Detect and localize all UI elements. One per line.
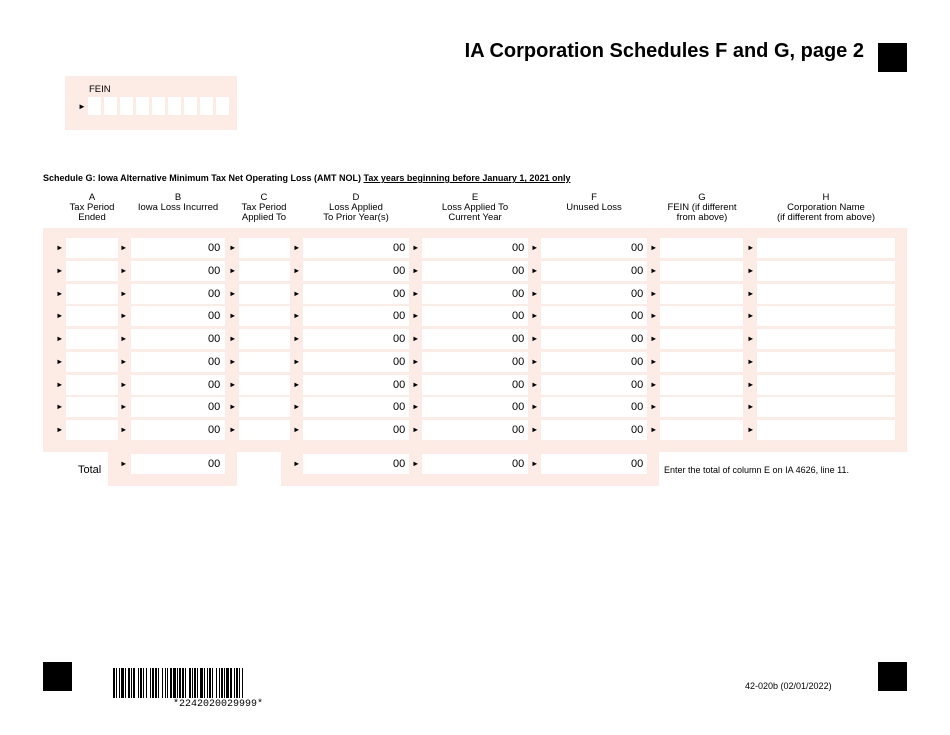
cents-label: 00 (512, 287, 525, 300)
cents-label: 00 (512, 310, 525, 323)
arrow-icon: ► (56, 402, 64, 412)
col-c-input[interactable] (239, 329, 290, 349)
column-letter: D (352, 192, 360, 203)
arrow-icon: ► (56, 334, 64, 343)
col-c-input[interactable] (239, 420, 290, 440)
cents-label: 00 (631, 333, 644, 345)
cents-label: 00 (393, 424, 406, 436)
arrow-icon: ► (120, 265, 128, 275)
col-g-input[interactable] (660, 375, 743, 395)
cents-label: 00 (208, 378, 221, 391)
arrow-icon: ► (412, 459, 420, 468)
col-g-input[interactable] (660, 420, 743, 440)
arrow-icon: ► (229, 379, 237, 389)
arrow-icon: ► (120, 334, 128, 343)
table-row (0, 261, 950, 281)
arrow-icon: ► (412, 402, 420, 412)
arrow-icon: ► (531, 379, 539, 389)
cents-label: 00 (208, 458, 221, 470)
column-label-line1: Tax Period (69, 202, 115, 213)
fein-digit-cell[interactable] (216, 97, 229, 115)
barcode-bar (243, 668, 246, 698)
column-label-line2: (if different from above) (776, 212, 876, 223)
cents-label: 00 (631, 355, 644, 368)
col-h-input[interactable] (757, 352, 895, 372)
arrow-icon: ► (120, 243, 128, 252)
total-label: Total (78, 464, 102, 476)
col-c-input[interactable] (239, 238, 290, 258)
column-label-line1: Tax Period (241, 202, 287, 213)
arrow-icon: ► (747, 356, 755, 366)
arrow-icon: ► (120, 356, 128, 366)
barcode (113, 668, 329, 698)
arrow-icon: ► (412, 379, 420, 389)
table-row (0, 306, 950, 326)
arrow-icon: ► (650, 265, 658, 275)
column-header-b (138, 193, 218, 213)
arrow-icon: ► (531, 265, 539, 275)
arrow-icon: ► (412, 356, 420, 366)
column-letter: H (822, 192, 830, 203)
arrow-icon: ► (747, 265, 755, 275)
col-g-input[interactable] (660, 238, 743, 258)
fein-input-cells (88, 97, 232, 115)
cents-label: 00 (208, 310, 221, 323)
col-g-input[interactable] (660, 306, 743, 326)
col-c-input[interactable] (239, 306, 290, 326)
col-c-input[interactable] (239, 375, 290, 395)
arrow-icon: ► (650, 334, 658, 343)
cents-label: 00 (208, 264, 221, 277)
arrow-icon: ► (229, 243, 237, 252)
table-row (0, 420, 950, 440)
col-g-input[interactable] (660, 261, 743, 281)
registration-mark-top-right (878, 43, 907, 72)
column-header-d (323, 193, 388, 223)
column-label-line2: Ended (78, 212, 106, 223)
arrow-icon: ► (412, 243, 420, 252)
table-row (0, 284, 950, 304)
arrow-icon: ► (650, 402, 658, 412)
total-note: Enter the total of column E on IA 4626, line 11. (664, 465, 849, 475)
arrow-icon: ► (56, 425, 64, 434)
arrow-icon: ► (412, 425, 420, 434)
cents-label: 00 (208, 401, 221, 414)
schedule-title-note: Tax years beginning before January 1, 2021 only (363, 173, 571, 183)
col-a-input[interactable] (66, 352, 118, 372)
cents-label: 00 (631, 287, 644, 300)
arrow-icon: ► (650, 356, 658, 366)
col-h-input[interactable] (757, 306, 895, 326)
arrow-icon: ► (531, 243, 539, 252)
fein-digit-cell[interactable] (136, 97, 149, 115)
column-label-line2: Iowa Loss Incurred (137, 202, 219, 213)
arrow-icon: ► (650, 243, 658, 252)
page-title: IA Corporation Schedules F and G, page 2 (464, 40, 864, 62)
arrow-icon: ► (56, 356, 64, 366)
cents-label: 00 (393, 458, 406, 470)
cents-label: 00 (512, 424, 525, 436)
arrow-icon: ► (56, 243, 64, 252)
cents-label: 00 (208, 333, 221, 345)
arrow-icon: ► (293, 425, 301, 434)
col-h-input[interactable] (757, 284, 895, 304)
fein-digit-cell[interactable] (152, 97, 165, 115)
arrow-icon: ► (531, 459, 539, 468)
cents-label: 00 (512, 333, 525, 345)
arrow-icon: ► (229, 334, 237, 343)
cents-label: 00 (393, 333, 406, 345)
arrow-icon: ► (229, 265, 237, 275)
col-g-input[interactable] (660, 284, 743, 304)
col-h-input[interactable] (757, 261, 895, 281)
arrow-icon: ► (293, 379, 301, 389)
arrow-icon: ► (120, 288, 128, 298)
col-a-input[interactable] (66, 420, 118, 440)
col-g-input[interactable] (660, 352, 743, 372)
arrow-icon: ► (747, 311, 755, 321)
cents-label: 00 (631, 310, 644, 323)
col-g-input[interactable] (660, 329, 743, 349)
fein-digit-cell[interactable] (184, 97, 197, 115)
fein-section (65, 76, 237, 130)
arrow-icon: ► (120, 379, 128, 389)
arrow-icon: ► (747, 425, 755, 434)
table-row (0, 238, 950, 258)
column-header-f (566, 193, 621, 213)
cents-label: 00 (631, 264, 644, 277)
arrow-icon: ► (229, 288, 237, 298)
col-a-input[interactable] (66, 306, 118, 326)
arrow-icon: ► (650, 425, 658, 434)
col-a-input[interactable] (66, 329, 118, 349)
arrow-icon: ► (293, 356, 301, 366)
arrow-icon: ► (531, 425, 539, 434)
col-c-input[interactable] (239, 352, 290, 372)
col-a-input[interactable] (66, 284, 118, 304)
cents-label: 00 (393, 287, 406, 300)
col-h-input[interactable] (757, 397, 895, 417)
column-label-line1: Corporation Name (787, 202, 865, 213)
column-label-line1: Loss Applied (329, 202, 383, 213)
arrow-icon: ► (293, 265, 301, 275)
arrow-icon: ► (650, 311, 658, 321)
column-label-line2: Unused Loss (566, 202, 622, 213)
column-header-c (242, 193, 287, 223)
column-header-a (70, 193, 115, 223)
arrow-icon: ► (412, 288, 420, 298)
arrow-icon: ► (120, 311, 128, 321)
arrow-icon: ► (412, 311, 420, 321)
registration-mark-bottom-right (878, 662, 907, 691)
fein-digit-cell[interactable] (200, 97, 213, 115)
col-h-input[interactable] (757, 375, 895, 395)
arrow-icon: ► (56, 311, 64, 321)
arrow-icon: ► (229, 425, 237, 434)
arrow-icon: ► (56, 265, 64, 275)
col-a-input[interactable] (66, 375, 118, 395)
column-letter: B (174, 192, 182, 203)
column-label-line2: Current Year (448, 212, 502, 223)
arrow-icon: ► (293, 243, 301, 252)
arrow-icon: ► (56, 288, 64, 298)
col-c-input[interactable] (239, 397, 290, 417)
arrow-icon: ► (747, 288, 755, 298)
cents-label: 00 (208, 242, 221, 254)
arrow-icon: ► (293, 459, 301, 468)
column-header-e (442, 193, 508, 223)
arrow-icon: ► (293, 288, 301, 298)
cents-label: 00 (631, 401, 644, 414)
column-letter: F (591, 192, 597, 203)
cents-label: 00 (512, 264, 525, 277)
arrow-icon: ► (747, 243, 755, 252)
col-a-input[interactable] (66, 397, 118, 417)
col-h-input[interactable] (757, 420, 895, 440)
arrow-icon: ► (293, 311, 301, 321)
barcode-text: *2242020029999* (173, 699, 264, 710)
arrow-icon: ► (56, 379, 64, 389)
cents-label: 00 (631, 242, 644, 254)
arrow-icon: ► (293, 334, 301, 343)
column-letter: G (698, 192, 706, 203)
fein-digit-cell[interactable] (88, 97, 101, 115)
arrow-icon: ► (531, 288, 539, 298)
arrow-icon: ► (229, 402, 237, 412)
col-c-input[interactable] (239, 261, 290, 281)
fein-arrow-icon: ► (78, 102, 86, 111)
cents-label: 00 (208, 424, 221, 436)
arrow-icon: ► (747, 334, 755, 343)
cents-label: 00 (631, 458, 644, 470)
cents-label: 00 (512, 242, 525, 254)
arrow-icon: ► (531, 356, 539, 366)
arrow-icon: ► (650, 379, 658, 389)
cents-label: 00 (393, 242, 406, 254)
arrow-icon: ► (120, 402, 128, 412)
cents-label: 00 (208, 287, 221, 300)
arrow-icon: ► (120, 425, 128, 434)
fein-label: FEIN (89, 84, 111, 95)
table-row (0, 329, 950, 349)
fein-digit-cell[interactable] (168, 97, 181, 115)
cents-label: 00 (512, 355, 525, 368)
col-a-input[interactable] (66, 238, 118, 258)
table-row (0, 375, 950, 395)
schedule-title (43, 173, 570, 183)
arrow-icon: ► (412, 334, 420, 343)
column-header-h (777, 193, 875, 223)
cents-label: 00 (512, 458, 525, 470)
cents-label: 00 (512, 378, 525, 391)
fein-digit-cell[interactable] (104, 97, 117, 115)
column-letter: A (88, 192, 96, 203)
column-label-line2: To Prior Year(s) (323, 212, 389, 223)
cents-label: 00 (208, 355, 221, 368)
cents-label: 00 (512, 401, 525, 414)
column-label-line1: Loss Applied To (441, 202, 509, 213)
arrow-icon: ► (293, 402, 301, 412)
column-header-g (668, 193, 737, 223)
arrow-icon: ► (531, 402, 539, 412)
table-row (0, 397, 950, 417)
arrow-icon: ► (531, 334, 539, 343)
cents-label: 00 (631, 424, 644, 436)
column-letter: C (260, 192, 268, 203)
arrow-icon: ► (412, 265, 420, 275)
arrow-icon: ► (531, 311, 539, 321)
registration-mark-bottom-left (43, 662, 72, 691)
column-letter: E (471, 192, 479, 203)
cents-label: 00 (393, 401, 406, 414)
col-c-input[interactable] (239, 284, 290, 304)
cents-label: 00 (393, 264, 406, 277)
fein-digit-cell[interactable] (120, 97, 133, 115)
cents-label: 00 (631, 378, 644, 391)
arrow-icon: ► (229, 356, 237, 366)
arrow-icon: ► (747, 379, 755, 389)
schedule-title-text: Schedule G: Iowa Alternative Minimum Tax Net Operating Loss (AMT NOL) (43, 173, 364, 183)
cents-label: 00 (393, 355, 406, 368)
cents-label: 00 (393, 378, 406, 391)
cents-label: 00 (393, 310, 406, 323)
column-label-line2: Applied To (241, 212, 287, 223)
arrow-icon: ► (747, 402, 755, 412)
arrow-icon: ► (650, 288, 658, 298)
form-number: 42-020b (02/01/2022) (745, 681, 832, 691)
col-h-input[interactable] (757, 329, 895, 349)
column-label-line1: FEIN (if different (667, 202, 737, 213)
table-row (0, 352, 950, 372)
col-a-input[interactable] (66, 261, 118, 281)
col-h-input[interactable] (757, 238, 895, 258)
col-g-input[interactable] (660, 397, 743, 417)
arrow-icon: ► (120, 459, 128, 468)
arrow-icon: ► (229, 311, 237, 321)
column-label-line2: from above) (676, 212, 728, 223)
